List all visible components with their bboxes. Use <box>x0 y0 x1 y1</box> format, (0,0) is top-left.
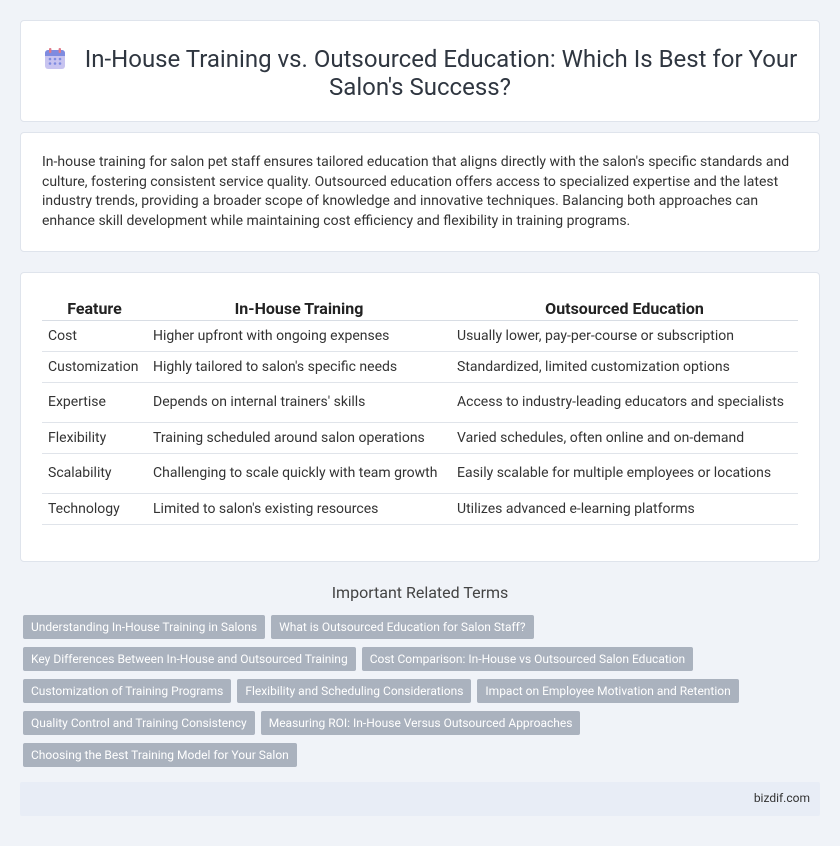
table-row <box>42 453 798 493</box>
intro-card <box>20 132 820 252</box>
row-outsourced: Easily scalable for multiple employees or locations <box>451 453 798 493</box>
row-in-house: Higher upfront with ongoing expenses <box>147 320 451 351</box>
related-tag[interactable]: Measuring ROI: In-House Versus Outsourced Approaches <box>261 711 581 735</box>
footer <box>20 782 820 816</box>
comparison-card <box>20 272 820 562</box>
footer-site[interactable]: bizdif.com <box>753 791 810 805</box>
header-card <box>20 20 820 122</box>
table-row <box>42 351 798 382</box>
row-feature: Cost <box>42 320 147 351</box>
table-row <box>42 422 798 453</box>
intro-paragraph: In-house training for salon pet staff ensures tailored education that aligns directly with the salon's specific standards and culture, fostering consistent service quality. Outsourced education offers access to specialized expertise and the latest industry trends, providing a broader scope of knowledge and innovative techniques. Balancing both approaches can enhance skill development while maintaining cost efficiency and flexibility in training programs. <box>42 154 790 229</box>
row-outsourced: Utilizes advanced e-learning platforms <box>451 493 798 524</box>
header-outsourced: Outsourced Education <box>451 294 798 320</box>
related-tag[interactable]: Quality Control and Training Consistency <box>23 711 255 735</box>
row-feature: Customization <box>42 351 147 382</box>
table-row <box>42 382 798 422</box>
related-tag[interactable]: Customization of Training Programs <box>23 679 231 703</box>
row-outsourced: Usually lower, pay-per-course or subscription <box>451 320 798 351</box>
row-outsourced: Varied schedules, often online and on-demand <box>451 422 798 453</box>
related-tag[interactable]: Flexibility and Scheduling Considerations <box>237 679 471 703</box>
related-tag[interactable]: What is Outsourced Education for Salon Staff? <box>271 615 533 639</box>
row-in-house: Depends on internal trainers' skills <box>147 382 451 422</box>
related-tags <box>23 615 823 775</box>
row-in-house: Limited to salon's existing resources <box>147 493 451 524</box>
related-tag[interactable]: Key Differences Between In-House and Outsourced Training <box>23 647 356 671</box>
related-tag[interactable]: Understanding In-House Training in Salons <box>23 615 265 639</box>
row-in-house: Training scheduled around salon operations <box>147 422 451 453</box>
row-feature: Flexibility <box>42 422 147 453</box>
table-row <box>42 320 798 351</box>
row-feature: Expertise <box>42 382 147 422</box>
calendar-icon <box>43 47 67 71</box>
table-row <box>42 493 798 524</box>
page-title: In-House Training vs. Outsourced Education: Which Is Best for Your Salon's Success? <box>84 45 798 101</box>
row-outsourced: Access to industry-leading educators and specialists <box>451 382 798 422</box>
related-tag[interactable]: Impact on Employee Motivation and Retention <box>477 679 738 703</box>
header-in-house: In-House Training <box>147 294 451 320</box>
row-in-house: Highly tailored to salon's specific needs <box>147 351 451 382</box>
comparison-table <box>42 294 798 525</box>
row-feature: Scalability <box>42 453 147 493</box>
related-tag[interactable]: Choosing the Best Training Model for Your Salon <box>23 743 297 767</box>
header-feature: Feature <box>42 294 147 320</box>
page-title-wrap <box>21 45 819 101</box>
related-tag[interactable]: Cost Comparison: In-House vs Outsourced Salon Education <box>362 647 694 671</box>
row-feature: Technology <box>42 493 147 524</box>
table-header-row <box>42 294 798 320</box>
row-outsourced: Standardized, limited customization options <box>451 351 798 382</box>
row-in-house: Challenging to scale quickly with team growth <box>147 453 451 493</box>
related-terms-heading: Important Related Terms <box>331 583 509 602</box>
